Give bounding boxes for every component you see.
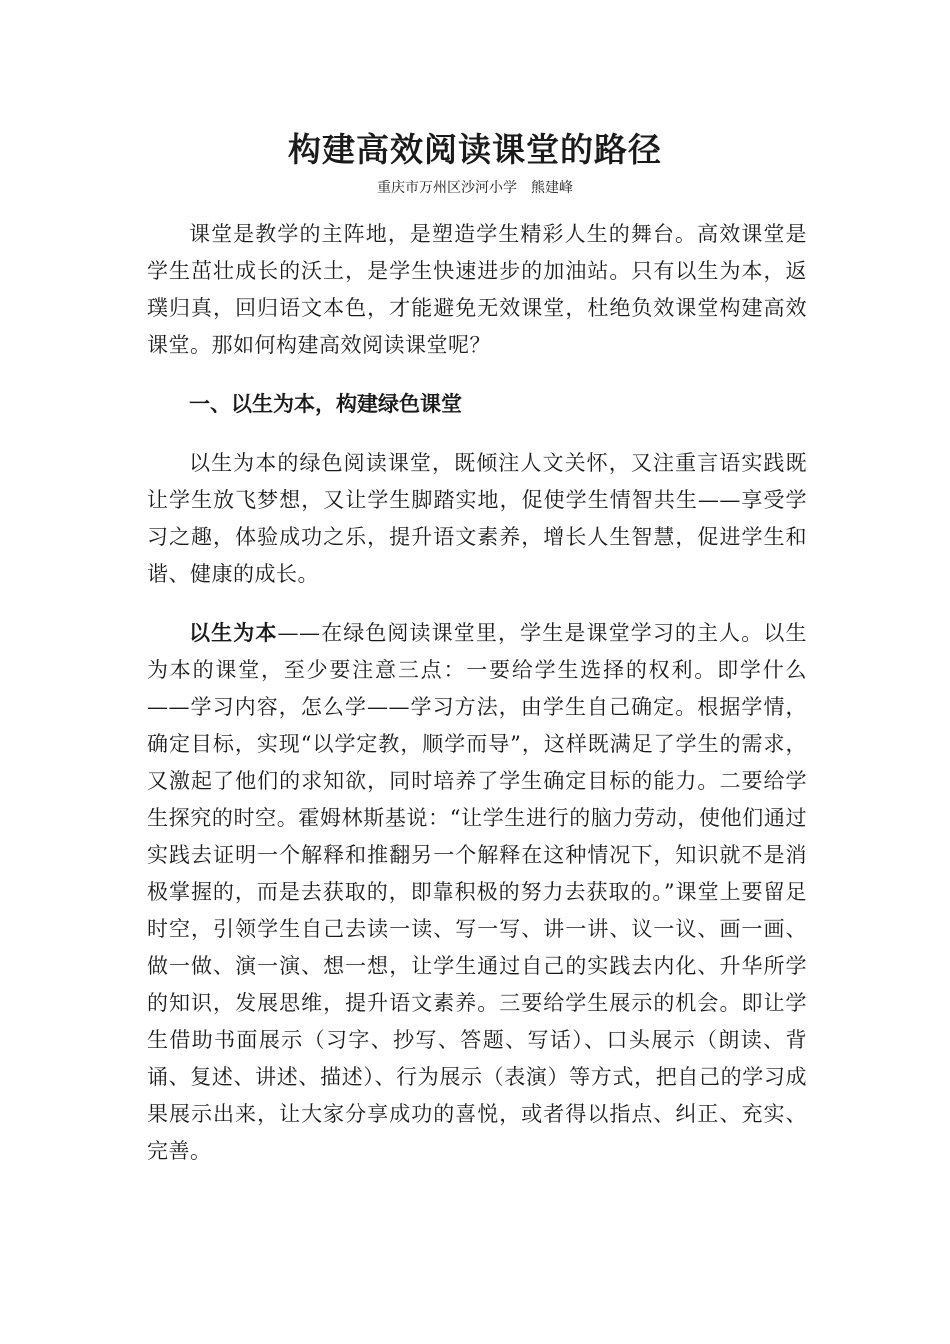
section-heading: 一、以生为本，构建绿色课堂 [189, 392, 462, 416]
paragraph-lead-bold: 以生为本 [189, 621, 278, 645]
author-line: 重庆市万州区沙河小学 熊建峰 [377, 180, 573, 196]
intro-paragraph: 课堂是教学的主阵地，是塑造学生精彩人生的舞台。高效课堂是学生茁壮成长的沃土，是学生快速进步的加油站。只有以生为本，返璞归真，回归语文本色，才能避免无效课堂，杜绝负效课堂构建高效课堂。那如何构建高效阅读课堂呢？ [147, 222, 807, 357]
section-paragraph-1: 以生为本的绿色阅读课堂，既倾注人文关怀，又注重言语实践既让学生放飞梦想，又让学生脚踏实地，促使学生情智共生——享受学习之趣，体验成功之乐，提升语文素养，增长人生智慧，促进学生和谐、健康的成长。 [147, 451, 807, 586]
paragraph-body-text: ——在绿色阅读课堂里，学生是课堂学习的主人。以生为本的课堂，至少要注意三点：一要给学生选择的权利。即学什么——学习内容，怎么学——学习方法，由学生自己确定。根据学情，确定目标，实现“以学定教，顺学而导”，这样既满足了学生的需求，又激起了他们的求知欲，同时培养了学生确定目标的能力。二要给学生探究的时空。霍姆林斯基说：“让学生进行的脑力劳动，使他们通过实践去证明一个解释和推翻另一个解释在这种情况下，知识就不是消极掌握的，而是去获取的，即靠积极的努力去获取的。”课堂上要留足时空，引领学生自己去读一读、写一写、讲一讲、议一议、画一画、做一做、演一演、想一想，让学生通过自己的实践去内化、升华所学的知识，发展思维，提升语文素养。三要给学生展示的机会。即让学生借助书面展示（习字、抄写、答题、写话）、口头展示（朗读、背诵、复述、讲述、描述）、行为展示（表演）等方式，把自己的学习成果展示出来，让大家分享成功的喜悦，或者得以指点、纠正、充实、完善。 [147, 621, 808, 1163]
section-paragraph-2 [147, 615, 807, 1170]
document-title: 构建高效阅读课堂的路径 [288, 130, 662, 169]
document-body [147, 216, 807, 1170]
